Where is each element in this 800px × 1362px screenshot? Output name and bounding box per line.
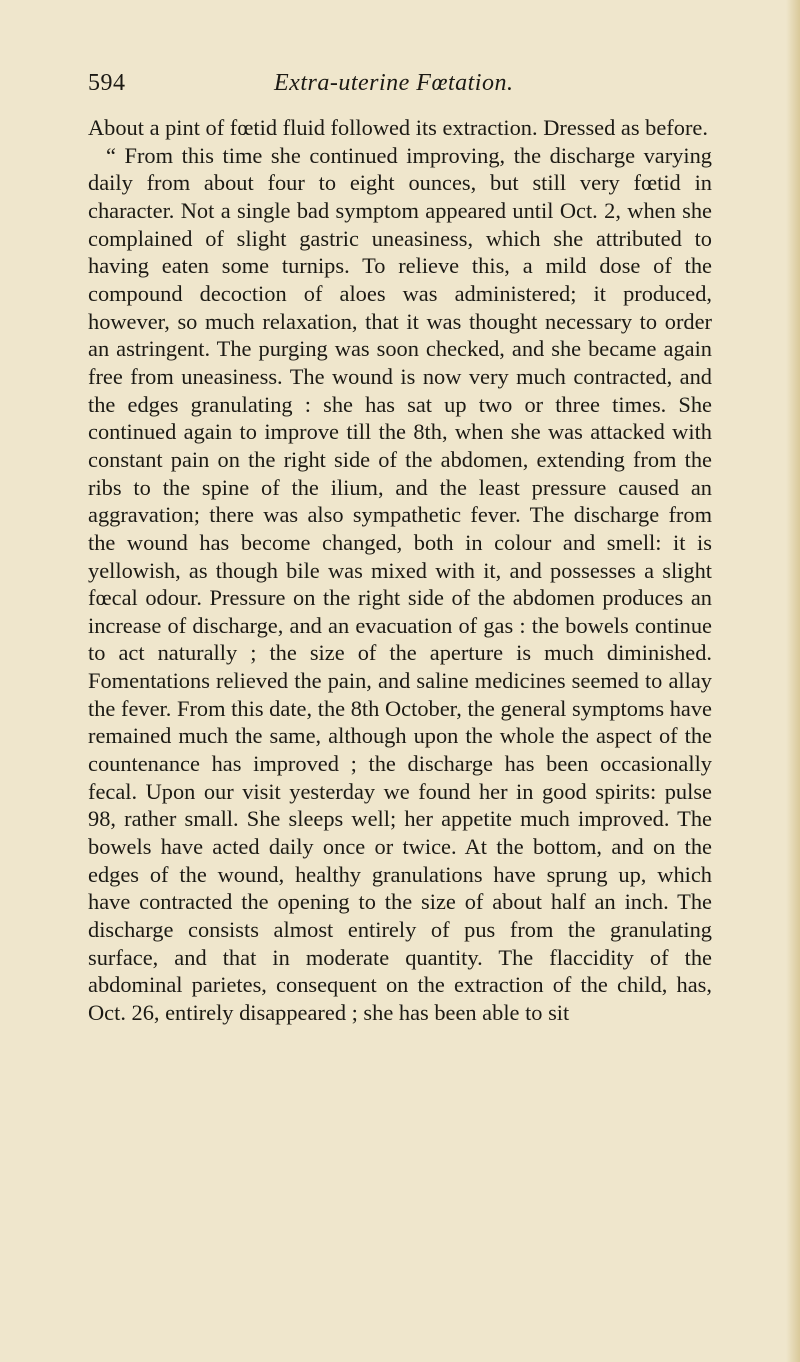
page-edge [786,0,800,1362]
running-head [88,58,712,98]
paragraph: About a pint of fœtid fluid followed its extraction. Dressed as before. [88,115,708,140]
paragraph: “ From this time she continued improving, the discharge varying daily from about four to eight ounces, but still very fœtid in character. Not a single bad symptom appeared until Oct. 2, when she complained of slight gastric uneasiness, which she attributed to having eaten some turnips. To relieve this, a mild dose of the compound decoction of aloes was administered; it produced, however, so much relaxation, that it was thought necessary to order an astringent. The purging was soon checked, and she became again free from uneasiness. The wound is now very much contracted, and the edges granulating : she has sat up two or three times. She continued again to improve till the 8th, when she was attacked with constant pain on the right side of the abdomen, extending from the ribs to the spine of the ilium, and the least pressure caused an aggravation; there was also sympathetic fever. The discharge from the wound has become changed, both in colour and smell: it is yellowish, as though bile was mixed with it, and possesses a slight fœcal odour. Pressure on the right side of the abdomen produces an increase of discharge, and an evacuation of gas : the bowels continue to act naturally ; the size of the aperture is much diminished. Fomentations relieved the pain, and saline medicines seemed to allay the fever. From this date, the 8th October, the general symptoms have remained much the same, although upon the whole the aspect of the countenance has improved ; the discharge has been occasionally fecal. Upon our visit yesterday we found her in good spirits: pulse 98, rather small. She sleeps well; her appetite much improved. The bowels have acted daily once or twice. At the bottom, and on the edges of the wound, healthy granulations have sprung up, which have contracted the opening to the size of about half an inch. The discharge consists almost entirely of pus from the granulating surface, and that in moderate quantity. The flaccidity of the abdominal parietes, consequent on the extraction of the child, has, Oct. 26, entirely disappeared ; she has been able to sit [88,142,712,1025]
body-text [88,114,712,1027]
running-title: Extra-uterine Fœtation. [274,70,514,96]
page-number: 594 [88,70,126,96]
